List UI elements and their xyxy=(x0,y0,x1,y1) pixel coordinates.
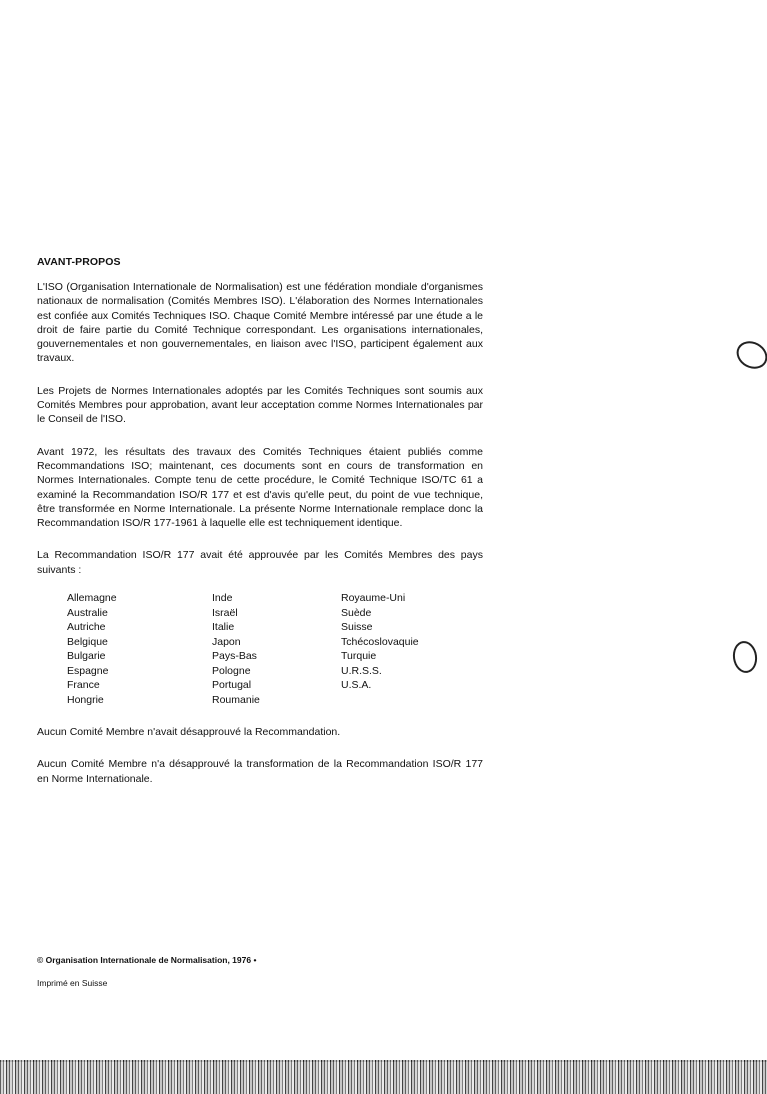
country-item: Portugal xyxy=(212,679,252,692)
country-item: Pays-Bas xyxy=(212,650,257,663)
country-item: Japon xyxy=(212,635,241,648)
paragraph-no-disapproval-recommendation: Aucun Comité Membre n'avait désapprouvé la Recommandation. xyxy=(37,726,341,739)
countries-list xyxy=(67,591,483,707)
paragraph-no-disapproval-transformation: Aucun Comité Membre n'a désapprouvé la transformation de la Recommandation ISO/R 177 en Norme Internationale. xyxy=(37,758,483,785)
countries-column-1 xyxy=(67,591,212,707)
country-item: Turquie xyxy=(341,650,377,663)
country-item: Belgique xyxy=(67,635,108,648)
printed-in-notice: Imprimé en Suisse xyxy=(37,978,108,988)
country-item: Australie xyxy=(67,606,108,619)
paragraph-intro: L'ISO (Organisation Internationale de Normalisation) est une fédération mondiale d'organismes nationaux de normalisation (Comités Membres ISO). L'élaboration des Normes Internationales est confiée aux Comités Techniques ISO. Chaque Comité Membre intéressé par une étude a le droit de faire partie du Comité Technique correspondant. Les organisations internationales, gouvernementales et non gouvernementales, en liaison avec l'ISO, participent également aux travaux. xyxy=(37,281,483,365)
country-item: Bulgarie xyxy=(67,650,106,663)
country-item: France xyxy=(67,679,100,692)
country-item: Autriche xyxy=(67,621,106,634)
paragraph-history: Avant 1972, les résultats des travaux des Comités Techniques étaient publiés comme Recommandations ISO; maintenant, ces documents sont en cours de transformation en Normes Internationales. Compte tenu de cette procédure, le Comité Technique ISO/TC 61 a examiné la Recommandation ISO/R 177 et est d'avis qu'elle peut, du point de vue technique, être transformée en Norme Internationale. La présente Norme Internationale remplace donc la Recommandation ISO/R 177-1961 à laquelle elle est techniquement identique. xyxy=(37,445,483,530)
country-item: Suède xyxy=(341,606,372,619)
country-item: Inde xyxy=(212,592,233,605)
country-item: Hongrie xyxy=(67,693,104,706)
foreword-section xyxy=(37,256,483,804)
country-item: Italie xyxy=(212,621,235,634)
country-item: Tchécoslovaquie xyxy=(341,635,419,648)
country-item: Espagne xyxy=(67,664,109,677)
country-item: Pologne xyxy=(212,664,251,677)
scan-artifact-strip xyxy=(0,1060,767,1094)
country-item: Israël xyxy=(212,606,238,619)
copyright-notice: © Organisation Internationale de Normalisation, 1976 • xyxy=(37,955,257,965)
paragraph-countries-intro: La Recommandation ISO/R 177 avait été approuvée par les Comités Membres des pays suivants : xyxy=(37,549,483,576)
punch-hole-mark xyxy=(732,336,767,374)
country-item: Royaume-Uni xyxy=(341,592,406,605)
section-heading: AVANT-PROPOS xyxy=(37,256,121,268)
paragraph-approval: Les Projets de Normes Internationales adoptés par les Comités Techniques sont soumis aux Comités Membres pour approbation, avant leur acceptation comme Normes Internationales par le Conseil de l'ISO. xyxy=(37,384,483,426)
countries-column-2 xyxy=(212,591,341,707)
countries-column-3 xyxy=(341,591,513,707)
country-item: Suisse xyxy=(341,621,373,634)
country-item: Roumanie xyxy=(212,693,260,706)
country-item: Allemagne xyxy=(67,592,117,605)
country-item: U.R.S.S. xyxy=(341,664,382,677)
punch-hole-mark xyxy=(731,639,759,674)
country-item: U.S.A. xyxy=(341,679,372,692)
